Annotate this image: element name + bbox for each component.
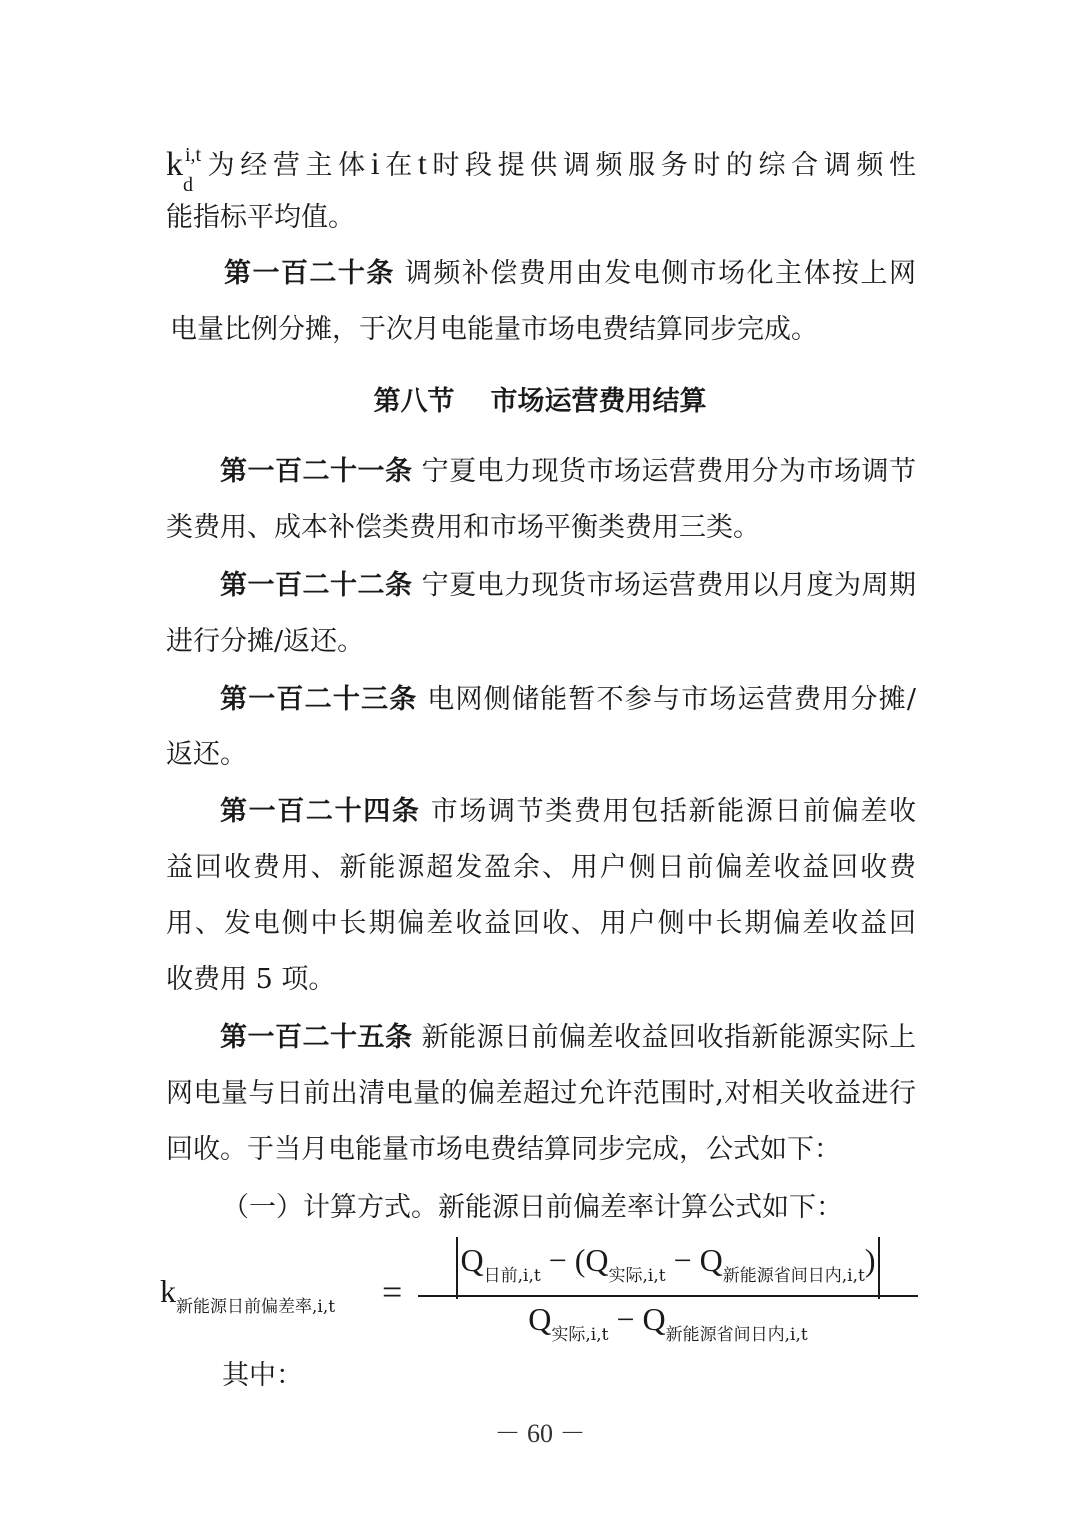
article-125-line-2: 网电量与日前出清电量的偏差超过允许范围时,对相关收益进行 [166,1078,916,1109]
article-122-label: 第一百二十二条 [220,570,413,601]
formula-equals: = [382,1272,403,1312]
article-123-line-2: 返还。 [166,739,247,770]
article-120-line-2: 电量比例分摊，于次月电能量市场电费结算同步完成。 [170,314,818,345]
article-125-line-4: （一）计算方式。新能源日前偏差率计算公式如下： [222,1192,843,1223]
var-t: t [417,145,427,181]
article-122-line-2: 进行分摊/返还。 [166,626,365,657]
formula-denominator: $Q_{实际,i,t} - Q_{新能源省间日内,i,t}$ [528,1301,808,1345]
deviation-rate-formula [160,1235,920,1345]
formula-fraction-bar [418,1295,918,1297]
article-124-line-2: 益回收费用、新能源超发盈余、用户侧日前偏差收益回收费 [166,852,916,883]
kd-definition-line-1: k i,t d 为经营主体i在t时段提供调频服务时的综合调频性 [166,144,917,196]
article-122-line-1: 第一百二十二条 宁夏电力现货市场运营费用以月度为周期 [220,570,917,601]
page-number: － 60 － [494,1419,586,1448]
article-120-line-1: 第一百二十条 调频补偿费用由发电侧市场化主体按上网 [224,258,917,289]
var-i: i [370,145,380,181]
section-8-heading: 第八节 市场运营费用结算 [373,386,707,417]
article-125-label: 第一百二十五条 [220,1022,413,1053]
kd-definition-line-2: 能指标平均值。 [166,202,355,233]
where-line: 其中： [222,1360,303,1391]
article-125-line-1: 第一百二十五条 新能源日前偏差收益回收指新能源实际上 [220,1022,917,1053]
article-121-line-2: 类费用、成本补偿类费用和市场平衡类费用三类。 [166,512,760,543]
formula-numerator [418,1237,918,1299]
article-124-line-3: 用、发电侧中长期偏差收益回收、用户侧中长期偏差收益回 [166,908,916,939]
kd-symbol: k i,t d [166,144,202,196]
article-120-label: 第一百二十条 [224,258,395,289]
formula-absolute-value: $Q_{日前,i,t} - (Q_{实际,i,t} - Q_{新能源省间日内,i,t})$ [456,1237,881,1299]
article-124-line-4: 收费用 5 项。 [166,964,336,995]
article-123-label: 第一百二十三条 [220,684,418,715]
article-121-line-1: 第一百二十一条 宁夏电力现货市场运营费用分为市场调节 [220,456,917,487]
formula-lhs: $k_{新能源日前偏差率,i,t}$ [160,1273,336,1317]
article-121-label: 第一百二十一条 [220,456,413,487]
article-124-line-1: 第一百二十四条 市场调节类费用包括新能源日前偏差收 [220,796,917,827]
article-123-line-1: 第一百二十三条 电网侧储能暂不参与市场运营费用分摊/ [220,684,916,715]
article-124-label: 第一百二十四条 [220,796,421,827]
article-125-line-3: 回收。于当月电能量市场电费结算同步完成，公式如下： [166,1134,841,1165]
